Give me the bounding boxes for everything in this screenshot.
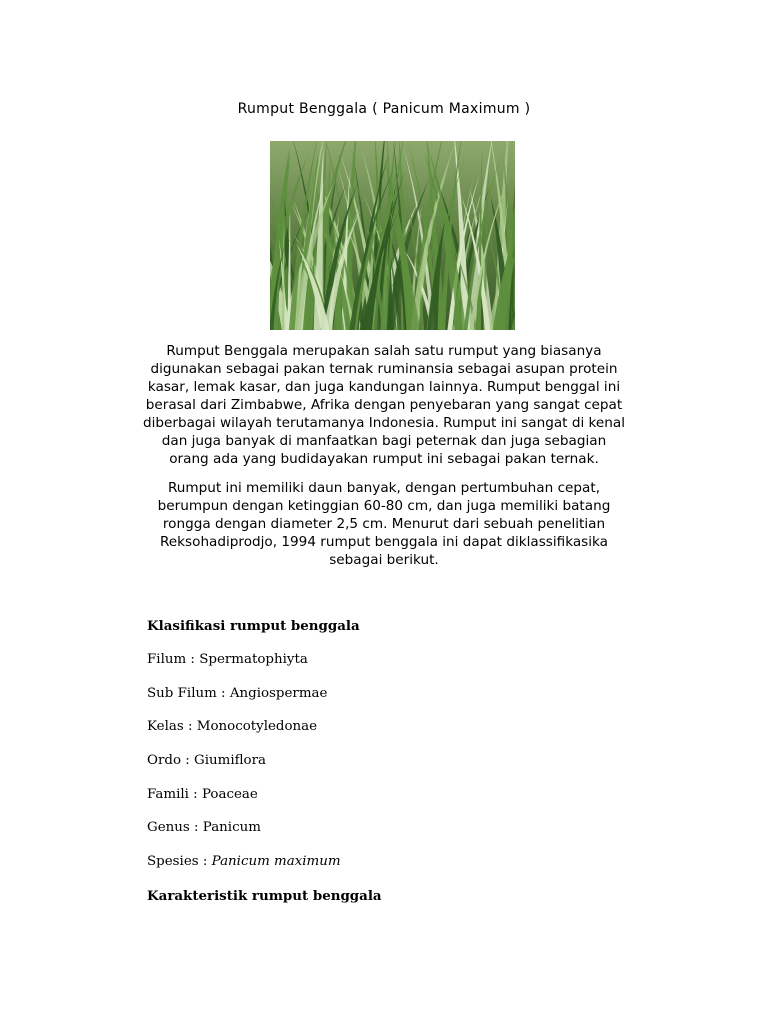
classification-item-spesies bbox=[147, 854, 341, 869]
classification-label: Sub Filum : bbox=[147, 686, 230, 701]
intro-paragraph: Rumput Benggala merupakan salah satu rumput yang biasanya digunakan sebagai pakan ternak ruminansia sebagai asupan protein kasar, lemak kasar, dan juga kandungan lainnya. Rumput benggal ini berasal dari Zimbabwe, Afrika dengan penyebaran yang sangat cepat diberbagai wilayah terutamanya Indonesia. Rumput ini sangat di kenal dan juga banyak di manfaatkan bagi peternak dan juga sebagian orang ada yang budidayakan rumput ini sebagai pakan ternak. bbox=[142, 343, 626, 467]
document-title: Rumput Benggala ( Panicum Maximum ) bbox=[237, 101, 531, 117]
classification-label: Spesies : bbox=[147, 854, 212, 869]
classification-heading: Klasifikasi rumput benggala bbox=[147, 618, 360, 634]
classification-item-genus bbox=[147, 820, 261, 835]
classification-item-ordo bbox=[147, 753, 266, 768]
classification-value: Panicum maximum bbox=[211, 854, 341, 869]
classification-label: Genus : bbox=[147, 820, 203, 835]
classification-value: Poaceae bbox=[201, 787, 258, 802]
classification-item-kelas bbox=[147, 719, 317, 734]
classification-label: Filum : bbox=[147, 652, 200, 667]
classification-value: Angiospermae bbox=[229, 686, 328, 701]
classification-label: Ordo : bbox=[147, 753, 195, 768]
classification-value: Panicum bbox=[202, 820, 261, 835]
grass-illustration bbox=[270, 141, 515, 330]
classification-value: Giumiflora bbox=[194, 753, 267, 768]
classification-item-famili bbox=[147, 787, 258, 802]
classification-value: Spermatophiyta bbox=[199, 652, 308, 667]
characteristics-heading: Karakteristik rumput benggala bbox=[147, 888, 382, 904]
classification-item-sub-filum bbox=[147, 686, 327, 701]
classification-label: Kelas : bbox=[147, 719, 197, 734]
description-paragraph: Rumput ini memiliki daun banyak, dengan pertumbuhan cepat, berumpun dengan ketinggian 60-80 cm, dan juga memiliki batang rongga dengan diameter 2,5 cm. Menurut dari sebuah penelitian Reksohadiprodjo, 1994 rumput benggala ini dapat diklassifikasika sebagai berikut. bbox=[157, 480, 611, 568]
classification-item-filum bbox=[147, 652, 308, 667]
classification-label: Famili : bbox=[147, 787, 202, 802]
grass-photo bbox=[270, 141, 515, 330]
classification-value: Monocotyledonae bbox=[196, 719, 318, 734]
